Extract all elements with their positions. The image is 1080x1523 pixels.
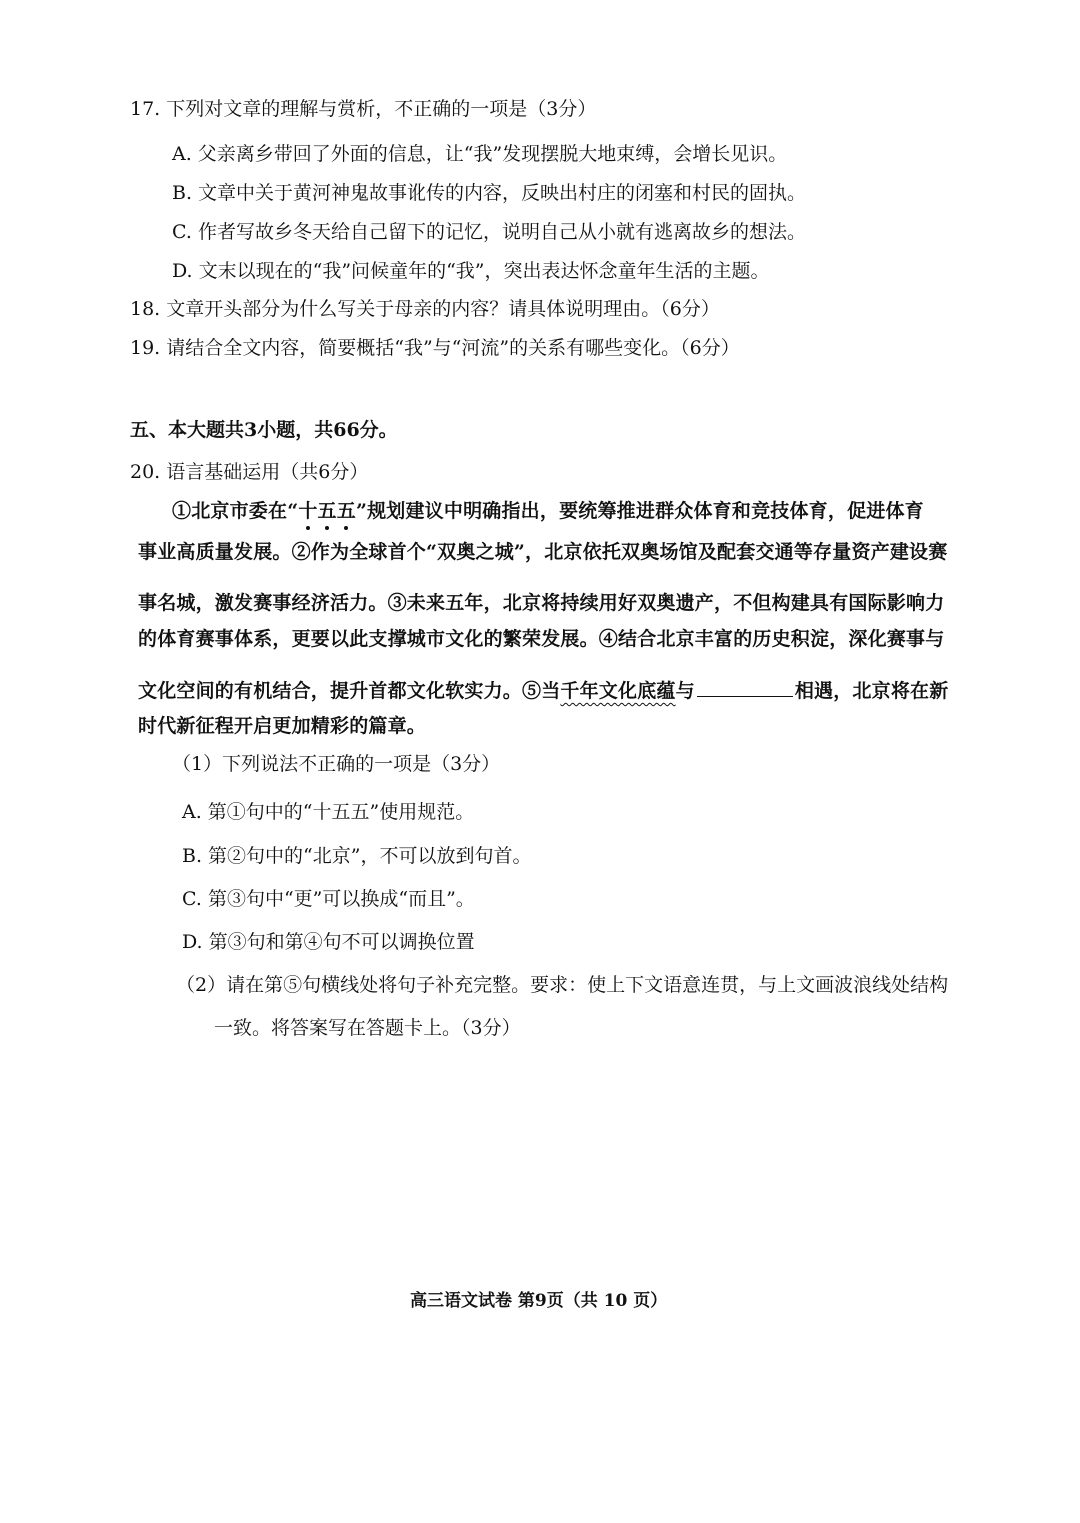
q17-stem: 17. 下列对文章的理解与赏析，不正确的一项是（3分） <box>130 98 597 120</box>
passage-line-6: 时代新征程开启更加精彩的篇章。 <box>138 715 427 737</box>
sub1-option-d: D. 第③句和第④句不可以调换位置 <box>182 931 475 953</box>
sub2-line-1: （2）请在第⑤句横线处将句子补充完整。要求：使上下文语意连贯，与上文画波浪线处结构 <box>176 974 949 996</box>
passage-line-5-part-c: 相遇，北京将在新 <box>794 680 949 702</box>
sub2-line-2: 一致。将答案写在答题卡上。（3分） <box>214 1017 521 1039</box>
passage-line-5-part-a: 文化空间的有机结合，提升首都文化软实力。⑤当 <box>138 680 561 702</box>
q17-option-d: D. 文末以现在的“我”问候童年的“我”，突出表达怀念童年生活的主题。 <box>172 260 770 282</box>
passage-line-4: 的体育赛事体系，更要以此支撑城市文化的繁荣发展。④结合北京丰富的历史积淀，深化赛事与 <box>138 628 945 650</box>
passage-line-3: 事名城，激发赛事经济活力。③未来五年，北京将持续用好双奥遗产，不但构建具有国际影响力 <box>138 592 945 614</box>
passage-line-1-part-a: ①北京市委在“ <box>172 500 299 522</box>
page-footer: 高三语文试卷 第9页（共 10 页） <box>410 1291 668 1311</box>
sub1-option-a: A. 第①句中的“十五五”使用规范。 <box>182 801 475 823</box>
passage-line-1 <box>172 502 924 521</box>
passage-line-5-part-b: 与 <box>675 680 695 702</box>
passage-line-1-part-b: ”规划建议中明确指出，要统筹推进群众体育和竞技体育，促进体育 <box>355 500 924 522</box>
q17-option-a: A. 父亲离乡带回了外面的信息，让“我”发现摆脱大地束缚，会增长见识。 <box>172 143 788 165</box>
dotted-emphasis-text <box>298 502 356 521</box>
sub1-option-c: C. 第③句中“更”可以换成“而且”。 <box>182 888 475 910</box>
dotted-emphasis-label: 十五五 <box>298 500 356 522</box>
q17-option-b: B. 文章中关于黄河神鬼故事讹传的内容，反映出村庄的闭塞和村民的固执。 <box>172 182 807 204</box>
sub1-option-b: B. 第②句中的“北京”，不可以放到句首。 <box>182 845 532 867</box>
q17-option-c: C. 作者写故乡冬天给自己留下的记忆，说明自己从小就有逃离故乡的想法。 <box>172 221 806 243</box>
passage-line-5 <box>138 680 948 701</box>
sub1-stem: （1）下列说法不正确的一项是（3分） <box>172 753 501 775</box>
passage-line-2: 事业高质量发展。②作为全球首个“双奥之城”，北京依托双奥场馆及配套交通等存量资产建设赛 <box>138 541 948 563</box>
emphasis-dots <box>298 526 356 530</box>
q19-stem: 19. 请结合全文内容，简要概括“我”与“河流”的关系有哪些变化。（6分） <box>130 337 740 359</box>
q18-stem: 18. 文章开头部分为什么写关于母亲的内容？请具体说明理由。（6分） <box>130 298 720 320</box>
q20-stem: 20. 语言基础运用（共6分） <box>130 461 369 483</box>
section5-title: 五、本大题共3小题，共66分。 <box>130 419 398 441</box>
answer-blank <box>697 680 793 697</box>
wavy-underlined-text: 千年文化底蕴 <box>560 680 676 702</box>
